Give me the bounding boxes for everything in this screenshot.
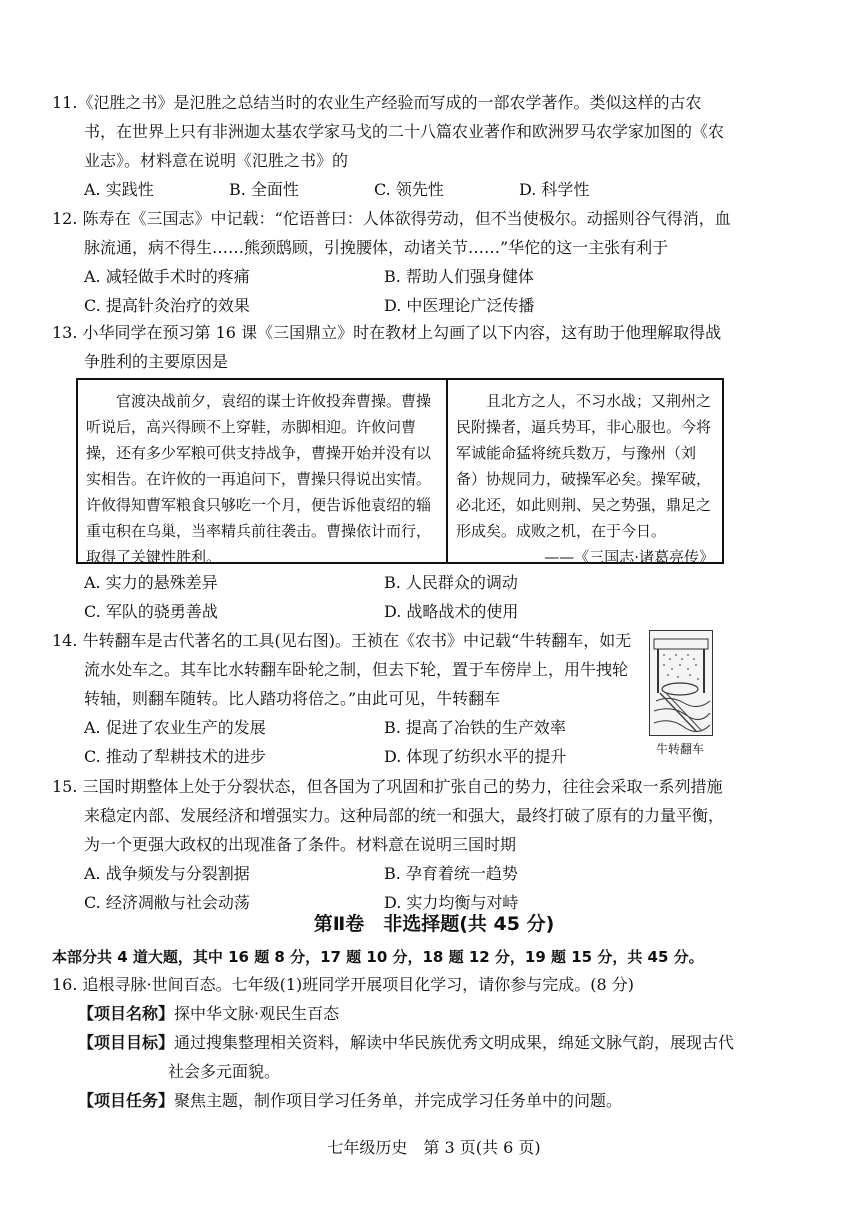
- question-14-option-c[interactable]: C. 推动了犁耕技术的进步: [84, 747, 266, 766]
- question-12-options: [52, 262, 732, 320]
- question-13-option-b[interactable]: B. 人民群众的调动: [384, 573, 518, 592]
- question-14: [52, 626, 637, 771]
- material-right: 且北方之人，不习水战；又荆州之民附操者，逼兵势耳，非心服也。今将军诚能命猛将统兵数万，与豫州（刘备）协规同力，破操军必矣。操军破，必北还，如此则荆、吴之势强，鼎足之形成矣。成败之机，在于今日。: [456, 392, 712, 540]
- question-12-option-d[interactable]: D. 中医理论广泛传播: [384, 296, 535, 315]
- question-14-option-a[interactable]: A. 促进了农业生产的发展: [84, 718, 266, 737]
- project-task-row: [78, 1086, 738, 1115]
- question-13-options-wrap: [52, 568, 732, 626]
- question-11-stem: 11.《氾胜之书》是氾胜之总结当时的农业生产经验而写成的一部农学著作。类似这样的古农书，在世界上只有非洲迦太基农学家马戈的二十八篇农业著作和欧洲罗马农学家加图的《农业志》。材料意在说明《氾胜之书》的: [52, 93, 725, 170]
- question-15-stem: 15. 三国时期整体上处于分裂状态，但各国为了巩固和扩张自己的势力，往往会采取一系列措施来稳定内部、发展经济和增强实力。这种局部的统一和强大，最终打破了原有的力量平衡，为一个更强大政权的出现准备了条件。材料意在说明三国时期: [52, 777, 725, 854]
- question-15-option-d[interactable]: D. 实力均衡与对峙: [384, 893, 519, 912]
- project-goal-tag: 【项目目标】: [78, 1033, 175, 1052]
- section-2-intro: 本部分共 4 道大题，其中 16 题 8 分，17 题 10 分，18 题 12 分，19 题 15 分，共 45 分。: [52, 948, 704, 966]
- question-11-option-d[interactable]: D. 科学性: [519, 180, 590, 199]
- question-11: [52, 88, 732, 204]
- question-13: [52, 318, 732, 376]
- question-13-options: [52, 568, 732, 626]
- question-13-material-box: [76, 378, 724, 564]
- question-14-option-d[interactable]: D. 体现了纺织水平的提升: [384, 747, 567, 766]
- question-15-option-c[interactable]: C. 经济凋敝与社会动荡: [84, 893, 250, 912]
- ox-waterwheel-figure: [645, 630, 715, 758]
- question-13-option-c[interactable]: C. 军队的骁勇善战: [84, 602, 218, 621]
- question-11-options: [52, 175, 732, 204]
- project-task-text: 聚焦主题，制作项目学习任务单，并完成学习任务单中的问题。: [174, 1091, 623, 1110]
- question-11-option-b[interactable]: B. 全面性: [229, 180, 299, 199]
- project-name-tag: 【项目名称】: [78, 1004, 175, 1023]
- project-name-row: [78, 999, 738, 1028]
- material-source: ——《三国志·诸葛亮传》: [544, 548, 714, 566]
- question-15-option-b[interactable]: B. 孕育着统一趋势: [384, 864, 518, 883]
- material-right-wrap: [448, 380, 722, 566]
- figure-caption: 牛转翻车: [655, 742, 704, 756]
- question-16: [52, 970, 732, 999]
- page-footer: 七年级历史 第 3 页(共 6 页): [327, 1138, 541, 1157]
- question-14-stem: 14. 牛转翻车是古代著名的工具(见右图)。王祯在《农书》中记载“牛转翻车，如无流水处车之。其车比水转翻车卧轮之制，但去下轮，置于车傍岸上，用牛拽轮转轴，则翻车随转。比人踏功将倍之。”由此可见，牛转翻车: [52, 631, 632, 708]
- project-goal-row: [78, 1028, 738, 1086]
- question-15-option-a[interactable]: A. 战争频发与分裂割据: [84, 864, 250, 883]
- question-15-options: [52, 859, 732, 917]
- question-11-option-a[interactable]: A. 实践性: [84, 180, 154, 199]
- ox-waterwheel-drawing: [650, 631, 712, 735]
- project-goal-text: 通过搜集整理相关资料，解读中华民族优秀文明成果，绵延文脉气韵，展现古代社会多元面貌。: [168, 1033, 735, 1081]
- question-12: [52, 204, 732, 320]
- ox-waterwheel-illustration: [649, 630, 713, 736]
- question-14-options: [52, 713, 637, 771]
- project-name-text: 探中华文脉·观民生百态: [174, 1004, 340, 1023]
- question-11-option-c[interactable]: C. 领先性: [374, 180, 444, 199]
- material-left: 官渡决战前夕，袁绍的谋士许攸投奔曹操。曹操听说后，高兴得顾不上穿鞋，赤脚相迎。许攸问曹操，还有多少军粮可供支持战争，曹操开始并没有以实相告。在许攸的一再追问下，曹操只得说出实情。许攸得知曹军粮食只够吃一个月，便告诉他袁绍的辎重屯积在乌巢，当率精兵前往袭击。曹操依计而行，取得了关键性胜利。: [78, 380, 448, 562]
- question-13-option-d[interactable]: D. 战略战术的使用: [384, 602, 519, 621]
- question-15: [52, 772, 732, 917]
- question-12-option-b[interactable]: B. 帮助人们强身健体: [384, 267, 534, 286]
- question-14-option-b[interactable]: B. 提高了冶铁的生产效率: [384, 718, 566, 737]
- question-16-stem: 16. 追根寻脉·世间百态。七年级(1)班同学开展项目化学习，请你参与完成。(8 分): [52, 975, 635, 994]
- question-13-option-a[interactable]: A. 实力的悬殊差异: [84, 573, 218, 592]
- section-2-title: 第Ⅱ卷 非选择题(共 45 分): [313, 913, 555, 935]
- project-task-tag: 【项目任务】: [78, 1091, 175, 1110]
- question-13-stem: 13. 小华同学在预习第 16 课《三国鼎立》时在教材上勾画了以下内容，这有助于他理解取得战争胜利的主要原因是: [52, 323, 722, 371]
- question-12-option-c[interactable]: C. 提高针灸治疗的效果: [84, 296, 250, 315]
- question-12-option-a[interactable]: A. 减轻做手术时的疼痛: [84, 267, 250, 286]
- question-12-stem: 12. 陈寿在《三国志》中记载：“佗语普曰：人体欲得劳动，但不当使极尔。动摇则谷气得消，血脉流通，病不得生……熊颈鸱顾，引挽腰体，动诸关节……”华佗的这一主张有利于: [52, 209, 731, 257]
